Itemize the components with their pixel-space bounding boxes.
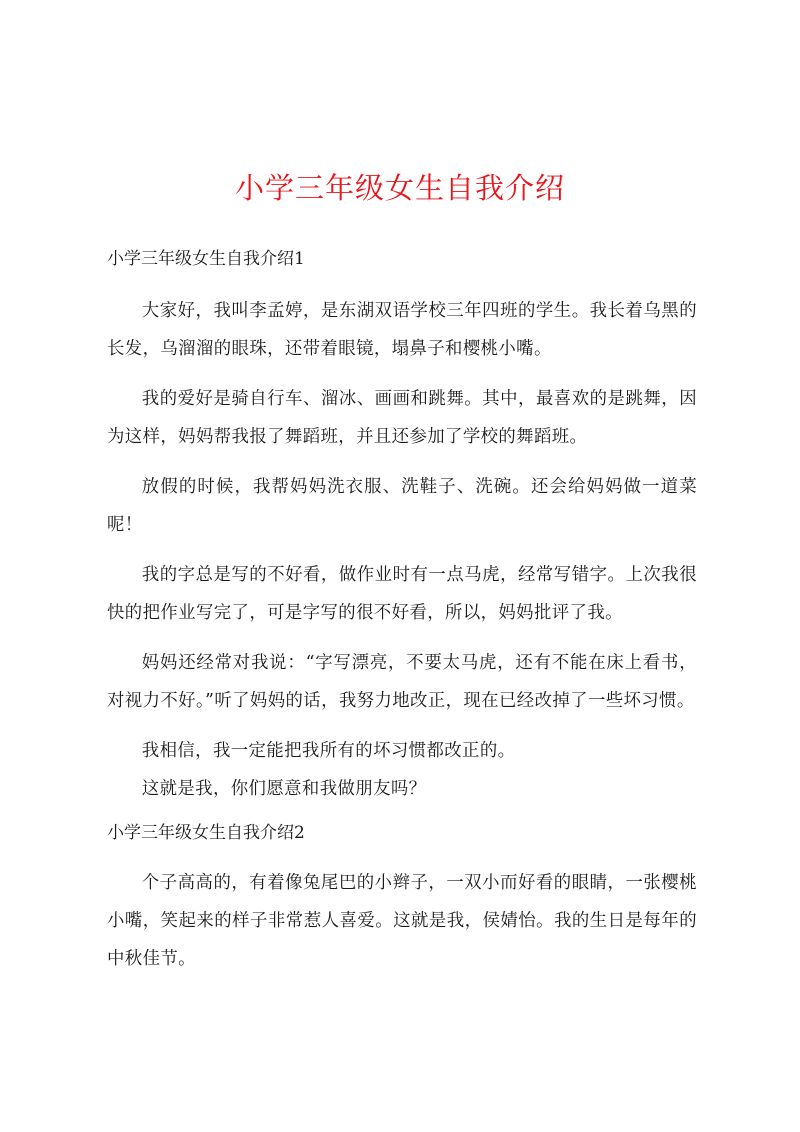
paragraph: 我相信，我一定能把我所有的坏习惯都改正的。 bbox=[141, 741, 516, 761]
paragraph: 我的爱好是骑自行车、溜冰、画画和跳舞。其中，最喜欢的是跳舞，因为这样，妈妈帮我报了舞蹈班，并且还参加了学校的舞蹈班。 bbox=[107, 389, 697, 447]
section-heading: 小学三年级女生自我介绍1 bbox=[107, 249, 305, 269]
paragraph: 大家好，我叫李孟婷，是东湖双语学校三年四班的学生。我长着乌黑的长发，乌溜溜的眼珠，还带着眼镜，塌鼻子和樱桃小嘴。 bbox=[107, 301, 697, 359]
paragraph: 个子高高的，有着像兔尾巴的小辫子，一双小而好看的眼睛，一张樱桃小嘴，笑起来的样子非常惹人喜爱。这就是我，侯婧怡。我的生日是每年的中秋佳节。 bbox=[107, 873, 697, 969]
paragraph: 我的字总是写的不好看，做作业时有一点马虎，经常写错字。上次我很快的把作业写完了，可是字写的很不好看，所以，妈妈批评了我。 bbox=[107, 565, 697, 623]
paragraph: 这就是我，你们愿意和我做朋友吗？ bbox=[141, 779, 427, 799]
paragraph: 妈妈还经常对我说：“字写漂亮，不要太马虎，还有不能在床上看书，对视力不好。”听了妈妈的话，我努力地改正，现在已经改掉了一些坏习惯。 bbox=[107, 653, 697, 711]
section-heading: 小学三年级女生自我介绍2 bbox=[107, 823, 305, 843]
paragraph: 放假的时候，我帮妈妈洗衣服、洗鞋子、洗碗。还会给妈妈做一道菜呢！ bbox=[107, 477, 697, 535]
document-title: 小学三年级女生自我介绍 bbox=[234, 171, 565, 205]
document-body bbox=[107, 240, 697, 978]
